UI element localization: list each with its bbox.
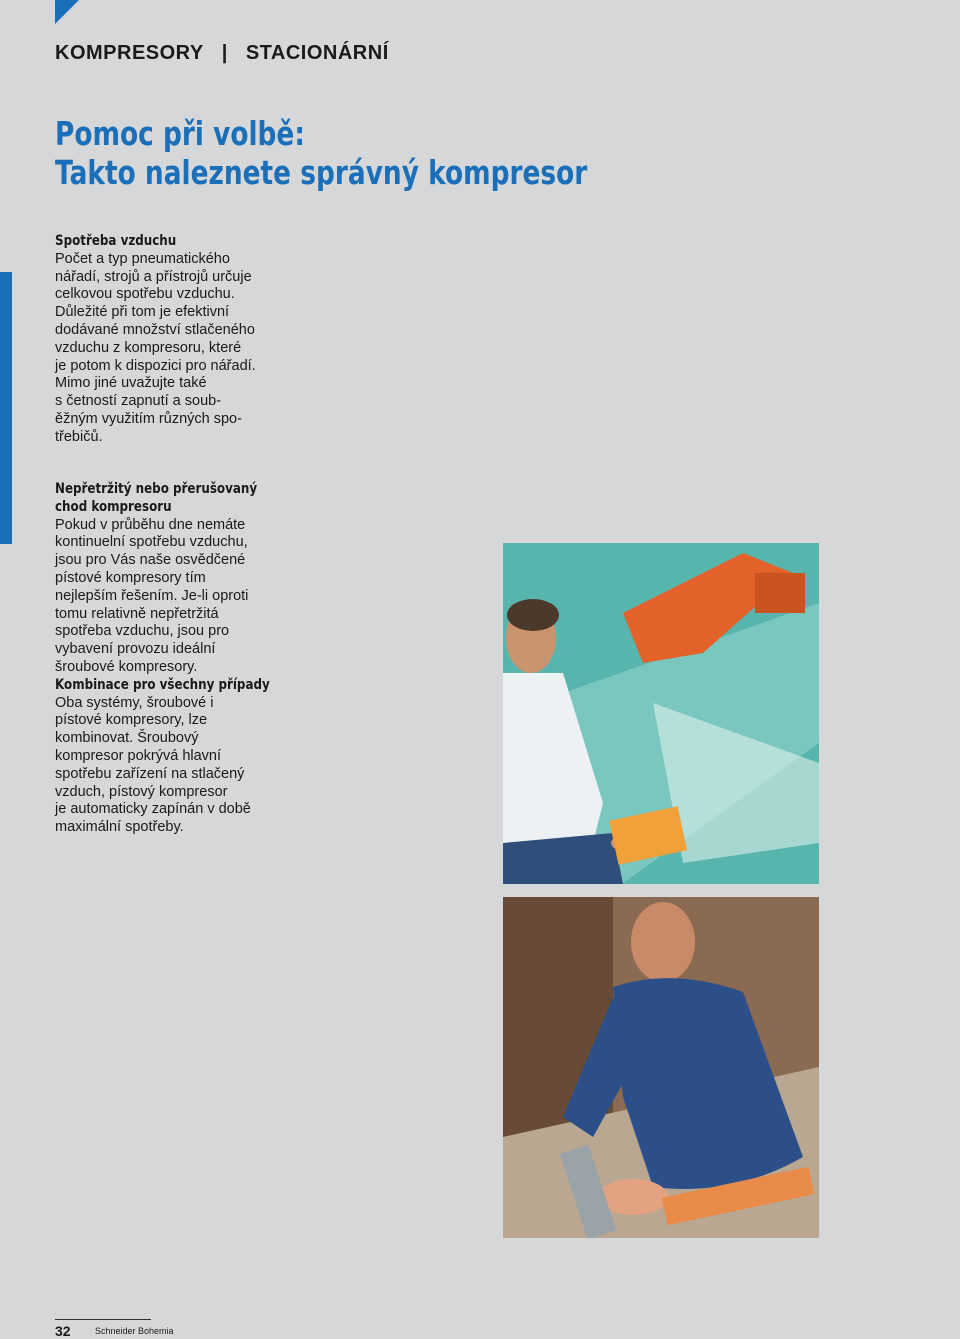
- photo-factory-worker: [503, 543, 819, 884]
- body-line: Oba systémy, šroubové i: [55, 694, 214, 711]
- body-line: pístové kompresory, lze: [55, 712, 208, 729]
- body-line: vzduchu z kompresoru, které: [55, 339, 242, 356]
- body-line: třebičů.: [55, 428, 103, 445]
- corner-triangle: [55, 0, 79, 24]
- body-line: vzduch, pístový kompresor: [55, 783, 228, 800]
- section-heading: chod kompresoru: [55, 498, 172, 515]
- body-line: vybavení provozu ideální: [55, 641, 216, 658]
- body-line: Mimo jiné uvažujte také: [55, 375, 207, 392]
- sidebar-accent-bar: [0, 272, 12, 544]
- body-line: kombinovat. Šroubový: [55, 730, 199, 747]
- body-line: spotřeba vzduchu, jsou pro: [55, 623, 230, 640]
- footer-brand: Schneider Bohemia: [95, 1326, 174, 1336]
- body-line: spotřebu zařízení na stlačený: [55, 765, 245, 782]
- section-header: [55, 42, 389, 65]
- body-line: Počet a typ pneumatického: [55, 250, 230, 267]
- photo-woodworker: [503, 897, 819, 1238]
- page-number: 32: [55, 1323, 71, 1339]
- body-line: kontinuelní spotřebu vzduchu,: [55, 534, 248, 551]
- body-line: celkovou spotřebu vzduchu.: [55, 286, 235, 303]
- section-heading: Nepřetržitý nebo přerušovaný: [55, 481, 258, 497]
- body-line: pístové kompresory tím: [55, 569, 206, 586]
- footer-divider: [55, 1319, 151, 1320]
- body-line: kompresor pokrývá hlavní: [55, 747, 222, 764]
- body-line: šroubové kompresory.: [55, 658, 198, 675]
- body-line: Pokud v průběhu dne nemáte: [55, 516, 246, 533]
- header-subcategory: STACIONÁRNÍ: [245, 42, 389, 64]
- section-heading: Spotřeba vzduchu: [55, 233, 177, 249]
- header-separator: |: [221, 42, 228, 64]
- header-category: KOMPRESORY: [55, 42, 204, 64]
- body-line: je automaticky zapínán v době: [55, 801, 251, 818]
- section-air-consumption: [55, 233, 285, 447]
- title-line-2: Takto naleznete správný kompresor: [55, 153, 588, 192]
- body-line: dodávané množství stlačeného: [55, 321, 255, 338]
- body-line: tomu relativně nepřetržitá: [55, 605, 219, 622]
- body-line: nářadí, strojů a přístrojů určuje: [55, 268, 252, 285]
- body-line: Důležité při tom je efektivní: [55, 304, 230, 321]
- body-line: s četností zapnutí a soub-: [55, 393, 222, 410]
- body-line: jsou pro Vás naše osvědčené: [55, 552, 246, 569]
- body-line: maximální spotřeby.: [55, 819, 184, 836]
- body-line: je potom k dispozici pro nářadí.: [55, 357, 256, 374]
- photo-factory-illustration: [503, 543, 819, 884]
- photo-woodworker-illustration: [503, 897, 819, 1238]
- title-line-1: Pomoc při volbě:: [55, 114, 305, 153]
- section-operation-mode: [55, 481, 285, 837]
- body-line: ěžným využitím různých spo-: [55, 410, 242, 427]
- body-line: nejlepším řešením. Je-li oproti: [55, 587, 249, 604]
- page-title: [55, 114, 587, 192]
- section-subheading: Kombinace pro všechny případy: [55, 676, 270, 693]
